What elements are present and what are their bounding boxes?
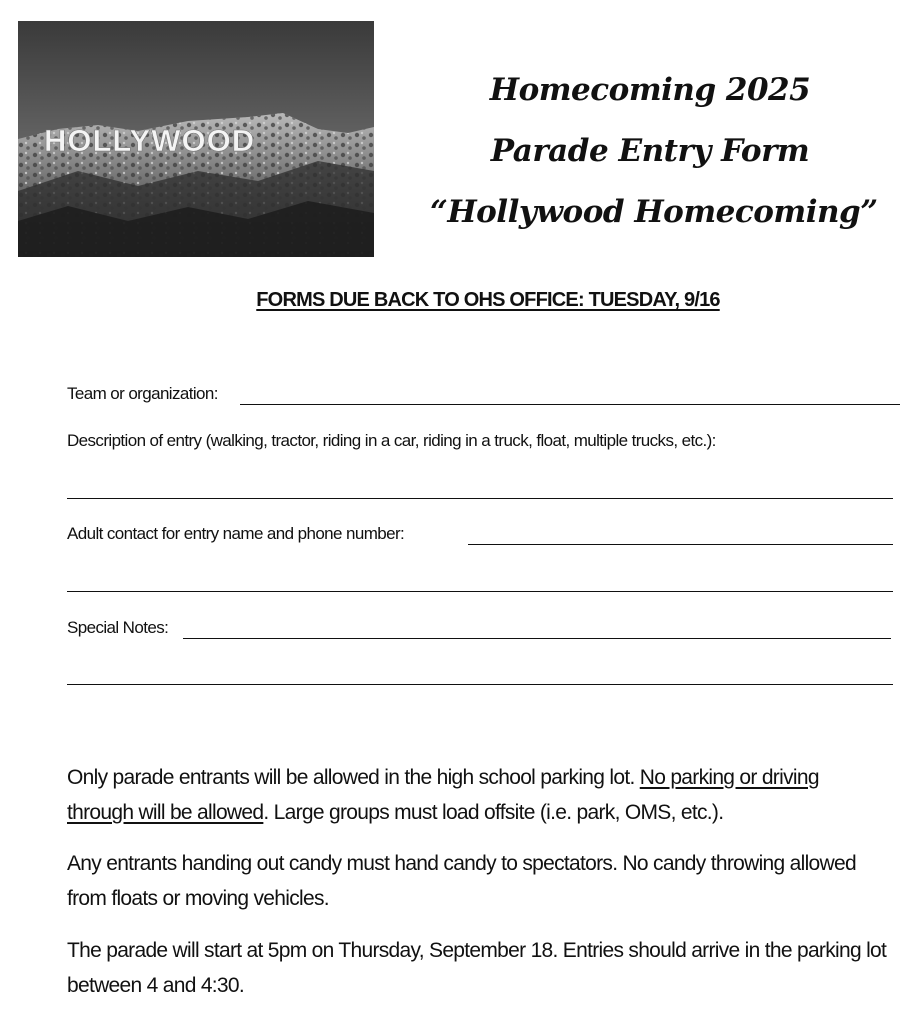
hollywood-sign-photo bbox=[18, 21, 374, 257]
notes-label: Special Notes: bbox=[67, 618, 169, 637]
header-title-block bbox=[430, 60, 878, 243]
description-label: Description of entry (walking, tractor, riding in a car, riding in a truck, float, multiple trucks, etc.): bbox=[67, 431, 716, 450]
team-label: Team or organization: bbox=[67, 384, 218, 403]
contact-label: Adult contact for entry name and phone number: bbox=[67, 524, 405, 543]
contact-input-line[interactable] bbox=[468, 544, 893, 545]
contact-input-line-2[interactable] bbox=[67, 591, 893, 592]
parking-rule-paragraph bbox=[67, 760, 887, 830]
title-line-homecoming: Homecoming 2025 bbox=[489, 72, 811, 108]
team-input-line[interactable] bbox=[240, 404, 900, 405]
title-line-parade-form: Parade Entry Form bbox=[490, 133, 810, 169]
parking-rule-text: Only parade entrants will be allowed in the high school parking lot. bbox=[67, 766, 640, 789]
sign-lettering: HOLLYWOOD bbox=[44, 123, 256, 158]
no-parking-emphasis: No parking or driving through will be allowed bbox=[67, 766, 819, 824]
start-time-paragraph: The parade will start at 5pm on Thursday, September 18. Entries should arrive in the parking lot between 4 and 4:30. bbox=[67, 939, 887, 997]
candy-rule-paragraph: Any entrants handing out candy must hand candy to spectators. No candy throwing allowed from floats or moving vehicles. bbox=[67, 852, 856, 910]
title-line-theme: “Hollywood Homecoming” bbox=[430, 194, 878, 230]
notes-input-line-2[interactable] bbox=[67, 684, 893, 685]
notes-input-line[interactable] bbox=[183, 638, 891, 639]
hollywood-hills-illustration bbox=[18, 21, 374, 257]
description-input-line[interactable] bbox=[67, 498, 893, 499]
due-date-notice: FORMS DUE BACK TO OHS OFFICE: TUESDAY, 9/16 bbox=[256, 289, 720, 311]
offsite-loading-text: . Large groups must load offsite (i.e. park, OMS, etc.). bbox=[263, 801, 724, 824]
